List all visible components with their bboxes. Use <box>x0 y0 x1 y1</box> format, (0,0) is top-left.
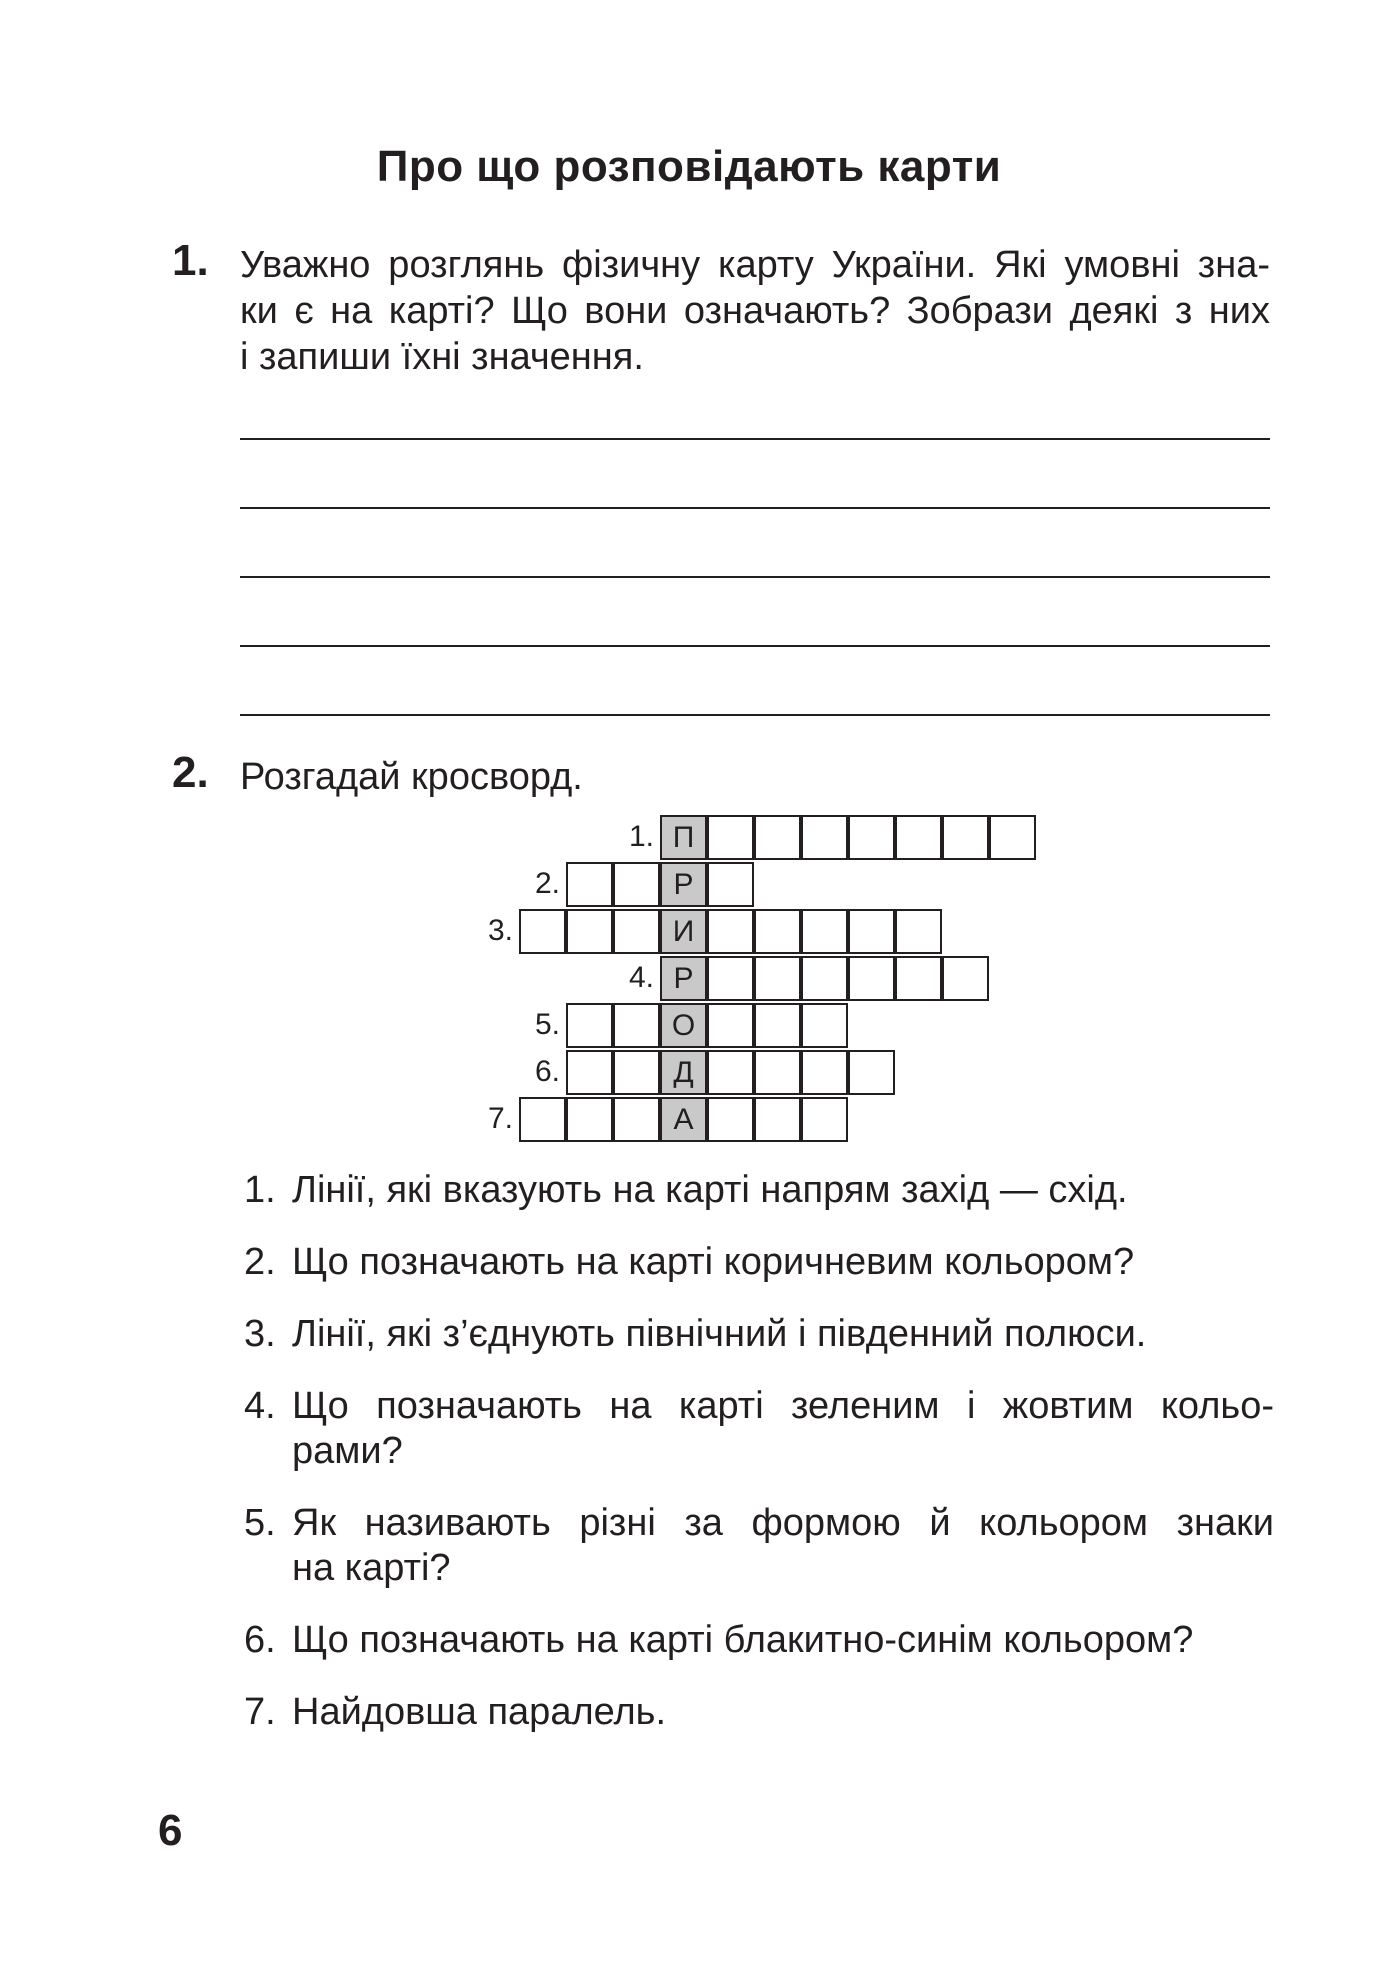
clue-text: Що позначають на карті коричневим кольором? <box>292 1241 1135 1283</box>
clue-item <box>244 1168 1274 1213</box>
crossword-cell[interactable] <box>707 1003 754 1048</box>
crossword-cell[interactable] <box>801 1003 848 1048</box>
clue-item <box>244 1618 1274 1663</box>
crossword-cell[interactable] <box>895 909 942 954</box>
crossword-cell[interactable] <box>707 1097 754 1142</box>
crossword-cell[interactable] <box>519 1097 566 1142</box>
crossword-cell[interactable] <box>801 956 848 1001</box>
answer-line[interactable] <box>240 576 1270 578</box>
crossword-cell[interactable] <box>566 909 613 954</box>
crossword-cell[interactable] <box>848 909 895 954</box>
crossword-cell[interactable] <box>613 1003 660 1048</box>
crossword-cell[interactable] <box>801 1097 848 1142</box>
clue-number: 4. <box>244 1385 276 1427</box>
crossword-cell[interactable] <box>848 815 895 860</box>
task-2-number: 2. <box>172 748 209 797</box>
clue-text: Що позначають на карті зеленим і жовтим кольо- <box>292 1385 1274 1427</box>
crossword-cell[interactable] <box>942 815 989 860</box>
crossword-cell[interactable] <box>754 909 801 954</box>
crossword-cell[interactable] <box>801 815 848 860</box>
crossword-cell[interactable] <box>566 1097 613 1142</box>
crossword-cell[interactable] <box>942 956 989 1001</box>
crossword-cell[interactable] <box>989 815 1036 860</box>
crossword-cell[interactable] <box>848 1050 895 1095</box>
clue-text: Лінії, які з’єднують північний і південний полюси. <box>292 1313 1147 1355</box>
crossword-cell[interactable] <box>613 1050 660 1095</box>
task-1-number: 1. <box>172 236 209 285</box>
crossword-cell[interactable] <box>566 862 613 907</box>
crossword-cell[interactable] <box>707 909 754 954</box>
crossword-key-cell: Д <box>660 1050 707 1095</box>
clue-item <box>244 1384 1274 1474</box>
task-1-line: ки є на карті? Що вони означають? Зобрази деякі з них <box>240 290 1270 332</box>
crossword-cell[interactable] <box>707 1050 754 1095</box>
clue-text: на карті? <box>292 1547 451 1589</box>
clue-text: Найдовша паралель. <box>292 1691 667 1733</box>
page-title: Про що розповідають карти <box>376 142 1002 191</box>
clue-number: 1. <box>244 1169 276 1211</box>
clue-item <box>244 1240 1274 1285</box>
crossword-row-label: 1. <box>628 820 654 853</box>
crossword-cell[interactable] <box>754 956 801 1001</box>
crossword-clues <box>244 1168 1274 1762</box>
clue-number: 5. <box>244 1502 276 1544</box>
crossword-cell[interactable] <box>613 862 660 907</box>
crossword-key-cell: Р <box>660 862 707 907</box>
clue-item <box>244 1690 1274 1735</box>
crossword-key-cell: А <box>660 1097 707 1142</box>
crossword-cell[interactable] <box>895 815 942 860</box>
crossword-row-label: 6. <box>534 1055 560 1088</box>
crossword-row-label: 3. <box>487 914 513 947</box>
crossword-cell[interactable] <box>707 815 754 860</box>
crossword-key-cell: Р <box>660 956 707 1001</box>
crossword-cell[interactable] <box>613 909 660 954</box>
clue-text: рами? <box>292 1430 403 1472</box>
task-1-line: і запиши їхні значення. <box>240 336 644 378</box>
crossword-cell[interactable] <box>707 956 754 1001</box>
clue-text: Лінії, які вказують на карті напрям захід — схід. <box>292 1169 1128 1211</box>
crossword-row-label: 7. <box>487 1102 513 1135</box>
crossword-key-cell: О <box>660 1003 707 1048</box>
crossword-cell[interactable] <box>895 956 942 1001</box>
answer-line[interactable] <box>240 714 1270 716</box>
crossword-cell[interactable] <box>754 1097 801 1142</box>
crossword-cell[interactable] <box>754 815 801 860</box>
answer-line[interactable] <box>240 438 1270 440</box>
clue-number: 6. <box>244 1619 276 1661</box>
crossword-cell[interactable] <box>707 862 754 907</box>
task-1-line: Уважно розглянь фізичну карту України. Які умовні зна- <box>240 244 1270 286</box>
answer-line[interactable] <box>240 645 1270 647</box>
clue-number: 2. <box>244 1241 276 1283</box>
clue-text: Що позначають на карті блакитно-синім кольором? <box>292 1619 1194 1661</box>
crossword-row-label: 5. <box>534 1008 560 1041</box>
crossword-cell[interactable] <box>566 1003 613 1048</box>
crossword-row-label: 4. <box>628 961 654 994</box>
page-number: 6 <box>158 1806 183 1855</box>
crossword-cell[interactable] <box>613 1097 660 1142</box>
crossword-cell[interactable] <box>801 909 848 954</box>
crossword-key-cell: И <box>660 909 707 954</box>
clue-number: 7. <box>244 1691 276 1733</box>
crossword-row-label: 2. <box>534 867 560 900</box>
crossword-cell[interactable] <box>519 909 566 954</box>
crossword-cell[interactable] <box>801 1050 848 1095</box>
crossword-cell[interactable] <box>566 1050 613 1095</box>
crossword-cell[interactable] <box>754 1003 801 1048</box>
clue-number: 3. <box>244 1313 276 1355</box>
clue-text: Як називають різні за формою й кольором знаки <box>292 1502 1274 1544</box>
crossword-cell[interactable] <box>754 1050 801 1095</box>
task-2-text: Розгадай кросворд. <box>240 756 583 798</box>
task-1-text <box>240 242 1270 380</box>
crossword-key-cell: П <box>660 815 707 860</box>
clue-item <box>244 1501 1274 1591</box>
clue-item <box>244 1312 1274 1357</box>
crossword-cell[interactable] <box>848 956 895 1001</box>
answer-line[interactable] <box>240 507 1270 509</box>
